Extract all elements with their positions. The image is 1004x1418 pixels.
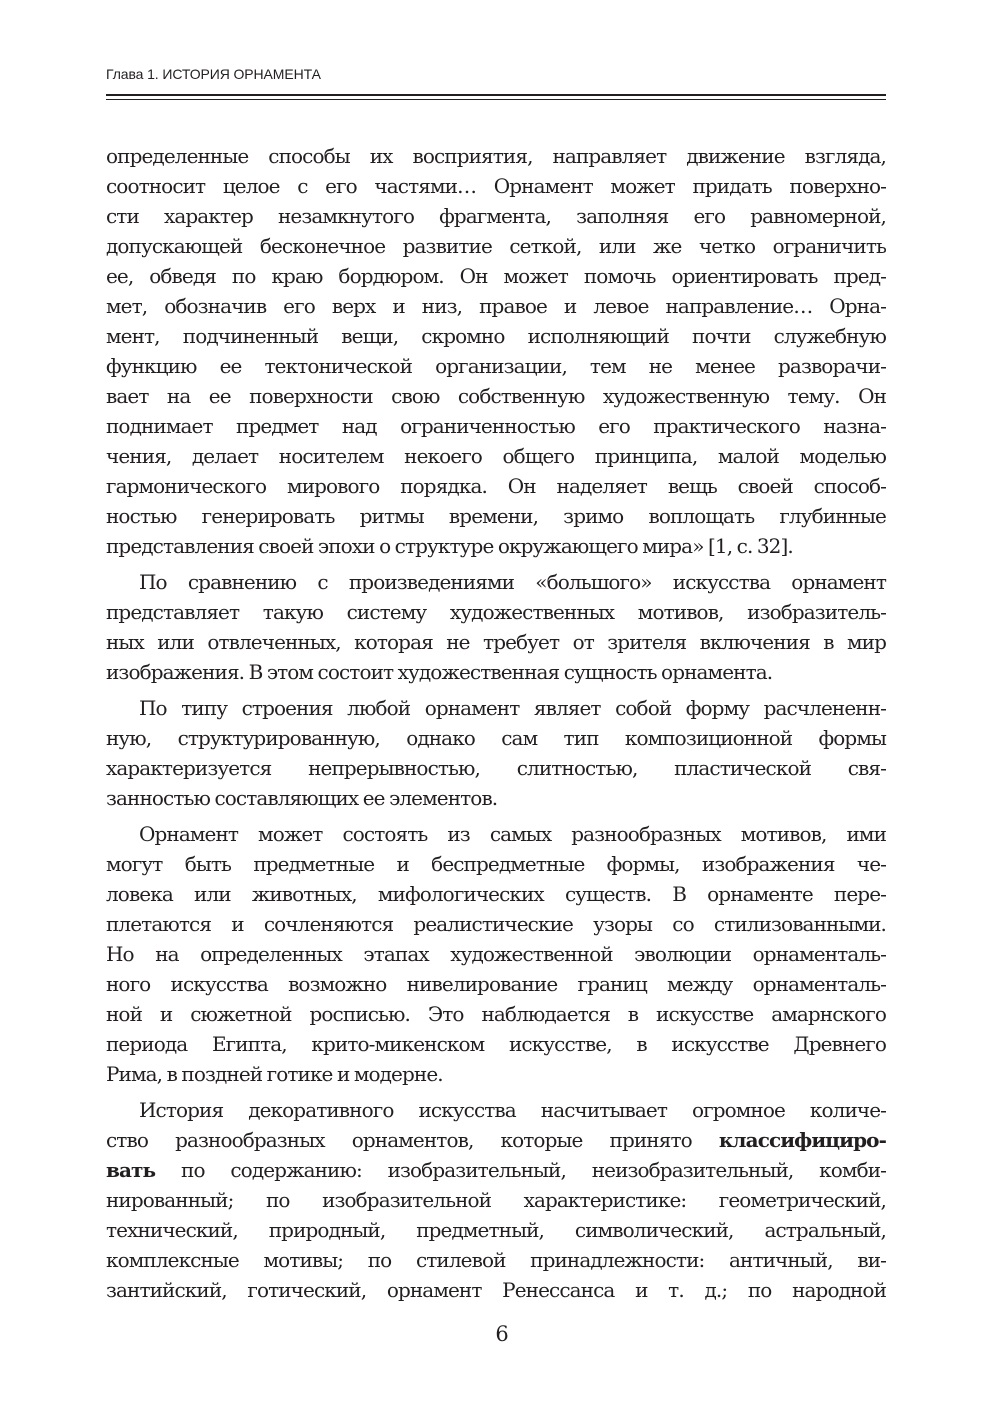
text-line: ной и сюжетной росписью. Это наблюдается в искусстве амарнского xyxy=(106,1002,886,1026)
body-text xyxy=(106,141,886,1305)
text-line: характеризуется непрерывностью, слитностью, пластической свя- xyxy=(106,756,886,780)
text-line: чения, делает носителем некоего общего принципа, малой моделью xyxy=(106,444,886,468)
text-line: По типу строения любой орнамент являет собой форму расчлененн- xyxy=(139,696,886,720)
bold-term: классифициро- xyxy=(718,1128,886,1152)
paragraph-5 xyxy=(106,1095,886,1305)
paragraph-2 xyxy=(106,567,886,687)
text-line: ного искусства возможно нивелирование границ между орнаменталь- xyxy=(106,972,886,996)
text-line: зантийский, готический, орнамент Ренессанса и т. д.; по народной xyxy=(106,1278,886,1302)
text-line: Но на определенных этапах художественной эволюции орнаменталь- xyxy=(106,942,886,966)
bold-term: вать xyxy=(106,1158,156,1182)
text-line: определенные способы их восприятия, направляет движение взгляда, xyxy=(106,144,886,168)
text-line: мент, подчиненный вещи, скромно исполняющий почти служебную xyxy=(106,324,886,348)
text-run: по содержанию: изобразительный, неизобразительный, комби- xyxy=(155,1158,886,1182)
text-line: соотносит целое с его частями… Орнамент может придать поверхно- xyxy=(106,174,886,198)
text-line xyxy=(106,1125,886,1155)
text-line: мет, обозначив его верх и низ, правое и левое направление… Орна- xyxy=(106,294,886,318)
text-line: ную, структурированную, однако сам тип композиционной формы xyxy=(106,726,886,750)
text-line: поднимает предмет над ограниченностью его практического назна- xyxy=(106,414,886,438)
text-line: допускающей бесконечное развитие сеткой, или же четко ограничить xyxy=(106,234,886,258)
text-line: вает на ее поверхности свою собственную художественную тему. Он xyxy=(106,384,886,408)
text-line: занностью составляющих ее элементов. xyxy=(106,786,498,810)
header-rule-thick xyxy=(106,94,886,96)
text-line: ных или отвлеченных, которая не требует от зрителя включения в мир xyxy=(106,630,886,654)
text-line: ловека или животных, мифологических существ. В орнаменте пере- xyxy=(106,882,886,906)
paragraph-1 xyxy=(106,141,886,561)
text-line: История декоративного искусства насчитывает огромное количе- xyxy=(139,1098,886,1122)
text-line: ностью генерировать ритмы времени, зримо воплощать глубинные xyxy=(106,504,886,528)
running-head: Глава 1. ИСТОРИЯ ОРНАМЕНТА xyxy=(106,66,321,82)
text-line: гармонического мирового порядка. Он наделяет вещь своей способ- xyxy=(106,474,886,498)
text-line: По сравнению с произведениями «большого» искусства орнамент xyxy=(139,570,886,594)
text-line: нированный; по изобразительной характеристике: геометрический, xyxy=(106,1188,886,1212)
text-line: могут быть предметные и беспредметные формы, изображения че- xyxy=(106,852,886,876)
text-line: Орнамент может состоять из самых разнообразных мотивов, ими xyxy=(139,822,886,846)
header-rule-thin xyxy=(106,99,886,100)
text-run: ство разнообразных орнаментов, которые принято xyxy=(106,1128,719,1152)
text-line xyxy=(106,1155,886,1185)
text-line: представляет такую систему художественных мотивов, изобразитель- xyxy=(106,600,886,624)
text-line: изображения. В этом состоит художественная сущность орнамента. xyxy=(106,660,773,684)
text-line: сти характер незамкнутого фрагмента, заполняя его равномерной, xyxy=(106,204,886,228)
page-number: 6 xyxy=(495,1322,509,1346)
paragraph-3 xyxy=(106,693,886,813)
text-line: комплексные мотивы; по стилевой принадлежности: античный, ви- xyxy=(106,1248,886,1272)
text-line: функцию ее тектонической организации, тем не менее разворачи- xyxy=(106,354,886,378)
text-line: представления своей эпохи о структуре окружающего мира» [1, с. 32]. xyxy=(106,534,793,558)
text-line: плетаются и сочленяются реалистические узоры со стилизованными. xyxy=(106,912,886,936)
text-line: ее, обведя по краю бордюром. Он может помочь ориентировать пред- xyxy=(106,264,886,288)
text-line: периода Египта, крито-микенском искусстве, в искусстве Древнего xyxy=(106,1032,886,1056)
text-line: технический, природный, предметный, символический, астральный, xyxy=(106,1218,886,1242)
text-line: Рима, в поздней готике и модерне. xyxy=(106,1062,443,1086)
paragraph-4 xyxy=(106,819,886,1089)
